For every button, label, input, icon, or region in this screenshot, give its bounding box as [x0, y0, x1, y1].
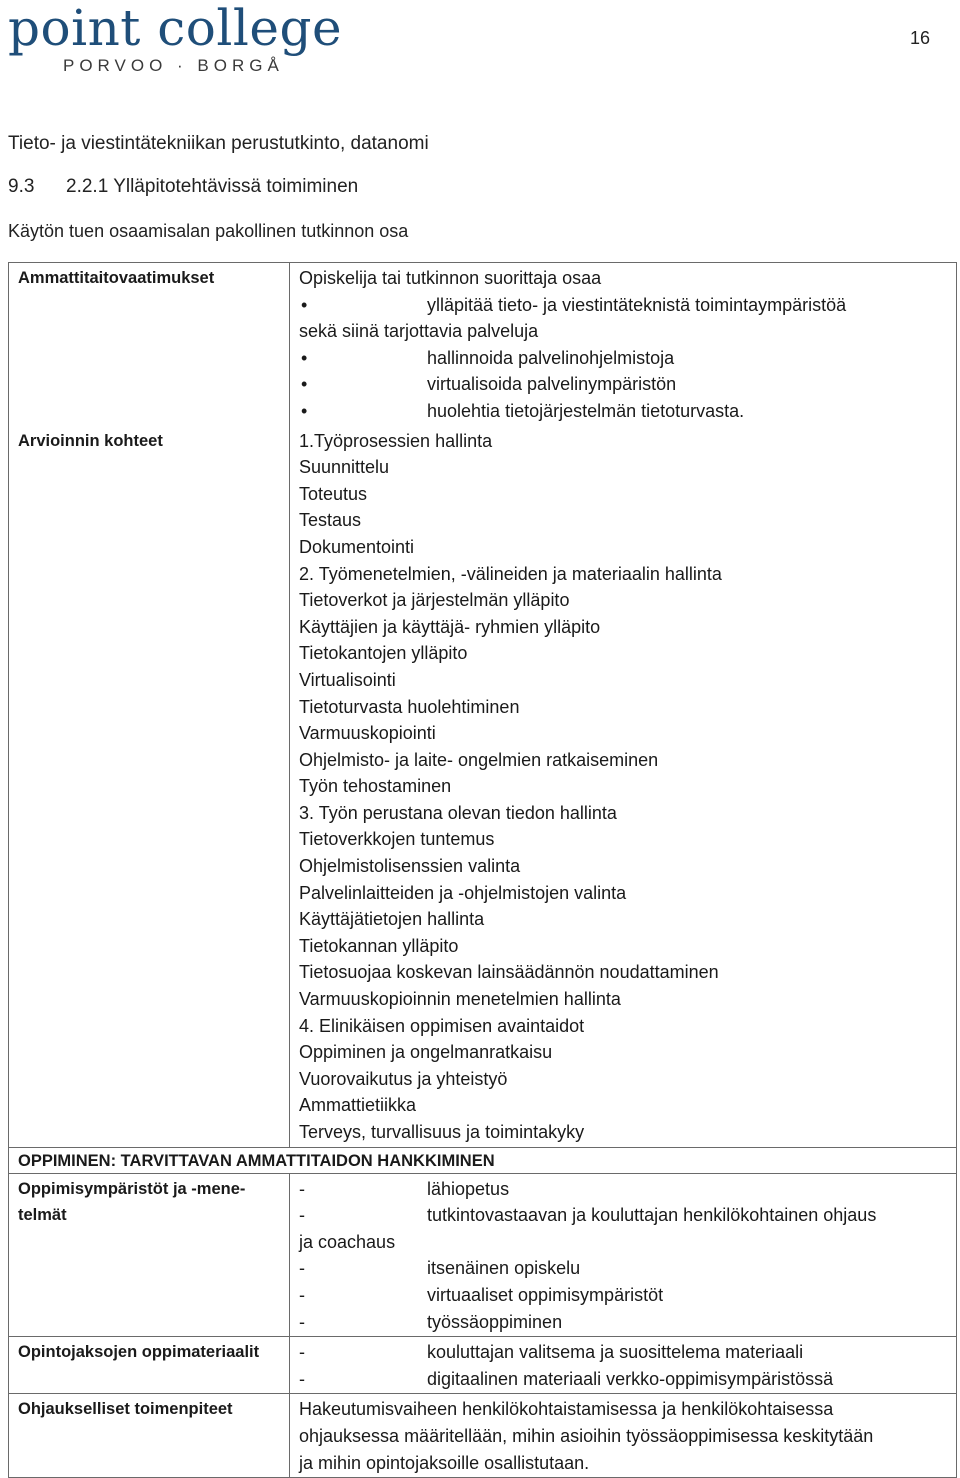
environment-item: - työssäoppiminen	[299, 1311, 563, 1332]
assessment-line: 3. Työn perustana olevan tiedon hallinta	[299, 802, 617, 823]
assessment-line: Oppiminen ja ongelmanratkaisu	[299, 1042, 553, 1063]
assessment-line: Tietoverkkojen tuntemus	[299, 829, 495, 850]
section-title: 2.2.1 Ylläpitotehtävissä toimiminen	[66, 176, 359, 197]
assessment-line: 1.Työprosessien hallinta	[299, 430, 493, 451]
assessment-line: Suunnittelu	[299, 457, 390, 478]
materials-content	[290, 1337, 957, 1394]
requirement-item: • ylläpitää tieto- ja viestintäteknistä toimintaympäristöä	[301, 294, 847, 315]
section-heading	[8, 176, 358, 198]
assessment-line: Tietoturvasta huolehtiminen	[299, 696, 520, 717]
guidance-line: ja mihin opintojaksoille osallistutaan.	[299, 1452, 590, 1473]
requirement-item: • huolehtia tietojärjestelmän tietoturvasta.	[301, 400, 745, 421]
assessment-line: Vuorovaikutus ja yhteistyö	[299, 1068, 508, 1089]
guidance-content	[290, 1394, 957, 1478]
point-college-logo	[8, 0, 343, 84]
assessment-line: Tietoverkot ja järjestelmän ylläpito	[299, 590, 570, 611]
requirements-intro: Opiskelija tai tutkinnon suorittaja osaa	[299, 268, 602, 288]
learning-header-row	[9, 1147, 957, 1173]
assessment-line: Käyttäjien ja käyttäjä- ryhmien ylläpito	[299, 616, 601, 637]
assessment-line: Työn tehostaminen	[299, 776, 452, 797]
assessment-line: Virtualisointi	[299, 669, 396, 690]
requirement-item: • hallinnoida palvelinohjelmistoja	[301, 347, 675, 368]
assessment-line: Varmuuskopioinnin menetelmien hallinta	[299, 989, 621, 1010]
materials-label: Opintojaksojen oppimateriaalit	[9, 1337, 290, 1394]
requirements-row	[9, 263, 957, 426]
logo-wordmark: point college	[8, 0, 343, 57]
learning-section-header: OPPIMINEN: TARVITTAVAN AMMATTITAIDON HANKKIMINEN	[9, 1147, 957, 1173]
assessment-line: Tietokantojen ylläpito	[299, 643, 468, 664]
environments-label: Oppimisympäristöt ja -mene- telmät	[9, 1173, 290, 1337]
assessment-content	[290, 426, 957, 1148]
environment-item: - tutkintovastaavan ja kouluttajan henkilökohtainen ohjaus	[299, 1205, 877, 1226]
assessment-line: Ohjelmistolisenssien valinta	[299, 856, 521, 877]
assessment-line: 4. Elinikäisen oppimisen avaintaidot	[299, 1015, 585, 1036]
module-type: Käytön tuen osaamisalan pakollinen tutkinnon osa	[8, 221, 409, 241]
assessment-line: Dokumentointi	[299, 536, 415, 557]
material-item: - digitaalinen materiaali verkko-oppimisympäristössä	[299, 1368, 834, 1389]
section-number: 9.3	[8, 176, 35, 197]
environment-item: - lähiopetus	[299, 1178, 510, 1199]
assessment-line: 2. Työmenetelmien, -välineiden ja materiaalin hallinta	[299, 563, 722, 584]
requirements-content	[290, 263, 957, 426]
materials-row	[9, 1337, 957, 1394]
assessment-line: Tietokannan ylläpito	[299, 935, 459, 956]
assessment-line: Terveys, turvallisuus ja toimintakyky	[299, 1122, 585, 1142]
environment-item: - virtuaaliset oppimisympäristöt	[299, 1284, 664, 1305]
guidance-line: ohjauksessa määritellään, mihin asioihin työssäoppimisessa keskitytään	[299, 1425, 874, 1446]
material-item: - kouluttajan valitsema ja suosittelema materiaali	[299, 1342, 804, 1363]
environment-item: - itsenäinen opiskelu	[299, 1258, 581, 1279]
requirement-item-continuation: sekä siinä tarjottavia palveluja	[299, 321, 539, 342]
guidance-row	[9, 1394, 957, 1478]
assessment-line: Ammattietiikka	[299, 1095, 417, 1116]
module-table	[8, 262, 957, 1478]
assessment-line: Toteutus	[299, 483, 368, 504]
logo-location: PORVOO · BORGÅ	[63, 56, 284, 75]
assessment-row	[9, 426, 957, 1148]
guidance-label: Ohjaukselliset toimenpiteet	[9, 1394, 290, 1478]
assessment-line: Varmuuskopiointi	[299, 723, 436, 744]
assessment-line: Testaus	[299, 510, 362, 531]
degree-title: Tieto- ja viestintätekniikan perustutkinto, datanomi	[8, 133, 429, 154]
environments-content	[290, 1173, 957, 1337]
assessment-line: Tietosuojaa koskevan lainsäädännön noudattaminen	[299, 962, 719, 983]
assessment-line: Palvelinlaitteiden ja -ohjelmistojen valinta	[299, 882, 627, 903]
assessment-label: Arvioinnin kohteet	[9, 426, 290, 1148]
guidance-line: Hakeutumisvaiheen henkilökohtaistamisessa ja henkilökohtaisessa	[299, 1399, 834, 1420]
assessment-line: Ohjelmisto- ja laite- ongelmien ratkaiseminen	[299, 749, 659, 770]
requirements-label: Ammattitaitovaatimukset	[9, 263, 290, 426]
page-number: 16	[909, 28, 930, 48]
requirement-item: • virtualisoida palvelinympäristön	[301, 374, 677, 395]
environment-item-continuation: ja coachaus	[299, 1231, 396, 1252]
environments-row	[9, 1173, 957, 1337]
assessment-line: Käyttäjätietojen hallinta	[299, 909, 485, 930]
